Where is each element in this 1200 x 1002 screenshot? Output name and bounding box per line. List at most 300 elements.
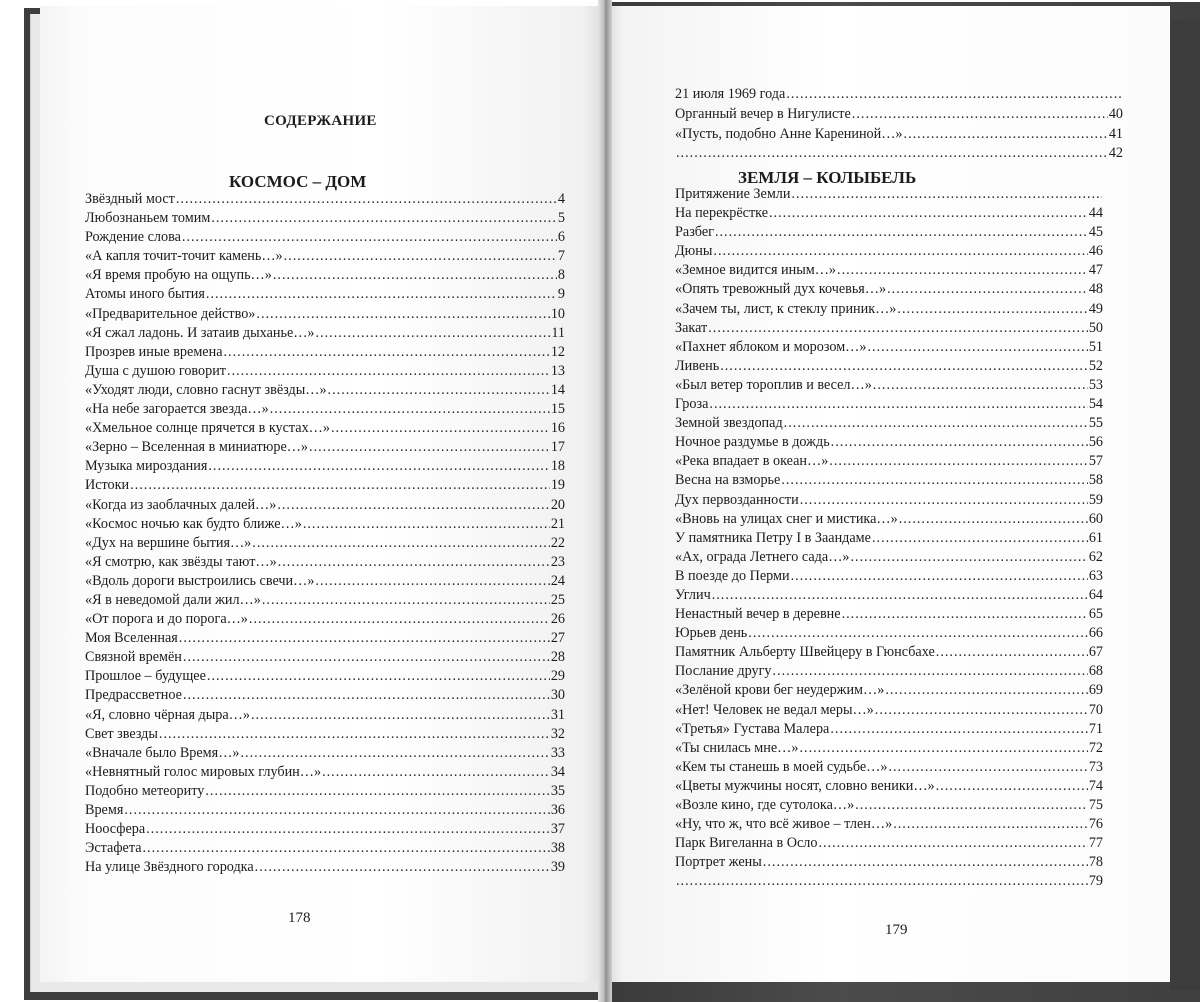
toc-entry-title: «Когда из заоблачных далей…»: [85, 496, 277, 513]
toc-leader-dots: [830, 721, 1087, 738]
toc-entry-page: 51: [1088, 338, 1103, 355]
toc-entry: [675, 126, 1123, 146]
toc-entry: [85, 325, 565, 344]
toc-entry-page: 48: [1088, 281, 1103, 298]
toc-entry-page: 11: [551, 324, 565, 341]
toc-leader-dots: [748, 625, 1088, 642]
toc-entry: [85, 248, 565, 267]
toc-entry: [85, 840, 565, 859]
toc-entry-title: «Третья» Густава Малера: [675, 720, 830, 737]
toc-entry-title: Прозрев иные времена: [85, 343, 223, 360]
toc-leader-dots: [831, 434, 1088, 451]
page-number-right: 179: [885, 922, 908, 938]
toc-entry-page: 63: [1088, 567, 1103, 584]
toc-entry-title: 21 июля 1969 года: [675, 86, 786, 102]
toc-leader-dots: [249, 611, 550, 628]
toc-entry-title: Звёздный мост: [85, 191, 175, 207]
toc-entry-title: «Зелёной крови бег неудержим…»: [675, 682, 885, 699]
toc-entry-page: 73: [1088, 758, 1103, 775]
toc-leader-dots: [713, 243, 1087, 260]
toc-entry-title: «Я время пробую на ощупь…»: [85, 267, 272, 284]
right-page: [605, 6, 1170, 982]
toc-entry-title: «Кем ты станешь в моей судьбе…»: [675, 758, 888, 775]
toc-leader-dots: [872, 530, 1088, 547]
toc-entry: [85, 783, 565, 802]
toc-entry-title: Подобно метеориту: [85, 782, 205, 799]
toc-entry-page: 21: [550, 515, 565, 532]
toc-leader-dots: [709, 396, 1087, 413]
toc-entry-page: 36: [550, 802, 565, 818]
toc-entry: [85, 382, 565, 401]
toc-entry-title: Парк Вигеланна в Осло: [675, 835, 818, 852]
toc-entry-page: 62: [1088, 548, 1103, 565]
toc-entry-page: 32: [550, 725, 565, 742]
toc-entry-page: 37: [550, 821, 565, 838]
toc-entry-title: Послание другу: [675, 663, 772, 680]
toc-entry-page: 71: [1088, 720, 1103, 737]
toc-entry: [85, 210, 565, 229]
toc-entry: [85, 668, 565, 687]
toc-entry-page: 69: [1088, 682, 1103, 699]
toc-entry-title: Юрьев день: [675, 625, 748, 642]
toc-entry: [675, 301, 1103, 320]
toc-entry-title: Любознаньем томим: [85, 210, 211, 227]
toc-entry: [675, 224, 1103, 243]
toc-entry: [85, 649, 565, 668]
toc-leader-dots: [316, 325, 551, 342]
toc-entry: [85, 707, 565, 726]
toc-entry-page: 54: [1088, 396, 1103, 413]
toc-entry-page: 50: [1088, 319, 1103, 336]
toc-entry-title: Прошлое – будущее: [85, 668, 206, 685]
toc-entry-page: 38: [550, 840, 565, 857]
toc-entry: [675, 759, 1103, 778]
toc-entry: [675, 663, 1103, 682]
toc-entry-title: «Предварительное действо»: [85, 305, 256, 322]
toc-entry: [675, 511, 1103, 530]
toc-leader-dots: [799, 740, 1087, 757]
toc-entry: [85, 401, 565, 420]
toc-entry-page: 31: [550, 706, 565, 723]
toc-entry-title: «На небе загорается звезда…»: [85, 401, 269, 418]
toc-leader-dots: [784, 415, 1088, 432]
toc-leader-dots: [211, 210, 557, 227]
toc-leader-dots: [888, 759, 1087, 776]
toc-entry: [675, 721, 1103, 740]
toc-leader-dots: [867, 339, 1087, 356]
toc-entry-page: 15: [550, 401, 565, 418]
toc-entry-title: Душа с душою говорит: [85, 362, 227, 379]
toc-entry: [675, 835, 1103, 854]
toc-entry: [675, 854, 1103, 873]
toc-entry: [675, 434, 1103, 453]
toc-entry: [675, 702, 1103, 721]
toc-leader-dots: [837, 262, 1088, 279]
toc-entry-page: 26: [550, 611, 565, 628]
toc-list-right-top: [675, 86, 1123, 165]
book-edge-right: [1170, 20, 1200, 990]
toc-leader-dots: [146, 821, 550, 838]
toc-entry: [85, 267, 565, 286]
toc-entry-page: 18: [550, 458, 565, 475]
toc-leader-dots: [273, 267, 557, 284]
toc-entry: [85, 745, 565, 764]
toc-leader-dots: [270, 401, 550, 418]
toc-entry-page: 39: [550, 859, 565, 876]
toc-leader-dots: [712, 587, 1088, 604]
toc-entry-page: 9: [557, 286, 565, 303]
toc-entry-title: Рождение слова: [85, 229, 181, 246]
toc-entry-page: 47: [1088, 262, 1103, 279]
toc-entry-page: 14: [550, 381, 565, 398]
toc-leader-dots: [873, 377, 1088, 394]
toc-entry-page: 5: [557, 210, 565, 227]
toc-leader-dots: [176, 191, 557, 208]
toc-entry-page: 57: [1088, 453, 1103, 470]
toc-leader-dots: [205, 783, 549, 800]
toc-entry-title: Истоки: [85, 477, 130, 494]
toc-entry-page: 58: [1088, 472, 1103, 489]
toc-entry-title: Время: [85, 802, 124, 818]
toc-entry-page: 7: [557, 248, 565, 265]
toc-leader-dots: [278, 554, 550, 571]
toc-leader-dots: [252, 535, 550, 552]
toc-leader-dots: [256, 306, 549, 323]
toc-leader-dots: [208, 458, 549, 475]
toc-entry-title: «Зерно – Вселенная в миниатюре…»: [85, 439, 309, 456]
toc-entry-title: На улице Звёздного городка: [85, 859, 254, 876]
toc-entry: [85, 229, 565, 248]
toc-entry-page: 60: [1088, 510, 1103, 527]
toc-entry-page: 24: [550, 572, 565, 589]
toc-entry: [675, 816, 1103, 835]
toc-entry: [675, 530, 1103, 549]
toc-entry: [85, 439, 565, 458]
toc-entry: [675, 644, 1103, 663]
toc-entry-page: 72: [1088, 739, 1103, 756]
toc-entry-title: «Дух на вершине бытия…»: [85, 534, 252, 551]
toc-leader-dots: [182, 229, 557, 246]
toc-leader-dots: [786, 86, 1122, 103]
toc-entry-title: Ливень: [675, 357, 720, 374]
toc-entry-title: «Вновь на улицах снег и мистика…»: [675, 510, 898, 527]
toc-entry-title: На перекрёстке: [675, 205, 768, 222]
toc-entry: [85, 535, 565, 554]
toc-entry-title: «Я смотрю, как звёзды тают…»: [85, 553, 277, 570]
toc-entry-title: «Я сжал ладонь. И затаив дыханье…»: [85, 324, 315, 341]
toc-leader-dots: [309, 439, 550, 456]
toc-entry: [85, 477, 565, 496]
toc-entry-page: 77: [1088, 835, 1103, 852]
toc-entry-page: 4: [557, 191, 565, 207]
toc-entry-page: 44: [1088, 205, 1103, 222]
toc-entry-title: «Вначале было Время…»: [85, 744, 240, 761]
toc-leader-dots: [936, 778, 1088, 795]
toc-entry: [85, 363, 565, 382]
toc-leader-dots: [773, 663, 1088, 680]
toc-leader-dots: [818, 835, 1087, 852]
toc-entry-page: 78: [1088, 854, 1103, 871]
toc-leader-dots: [850, 549, 1087, 566]
toc-entry-page: 59: [1088, 491, 1103, 508]
toc-entry-title: «От порога и до порога…»: [85, 611, 248, 628]
toc-entry-title: Предрассветное: [85, 687, 182, 704]
toc-entry-page: 79: [1088, 873, 1103, 890]
toc-entry-title: «Невнятный голос мировых глубин…»: [85, 763, 322, 780]
toc-entry: [85, 726, 565, 745]
toc-leader-dots: [855, 797, 1088, 814]
toc-entry-page: 49: [1088, 300, 1103, 317]
toc-entry: [85, 687, 565, 706]
toc-entry-title: Связной времён: [85, 649, 182, 666]
toc-entry-title: Земной звездопад: [675, 415, 783, 432]
toc-entry: [85, 592, 565, 611]
toc-leader-dots: [284, 248, 557, 265]
toc-entry-page: 66: [1088, 625, 1103, 642]
toc-leader-dots: [328, 382, 550, 399]
toc-leader-dots: [255, 859, 550, 876]
toc-entry-page: 55: [1088, 415, 1103, 432]
toc-entry-page: 76: [1088, 816, 1103, 833]
toc-leader-dots: [207, 668, 550, 685]
toc-leader-dots: [720, 358, 1088, 375]
toc-entry-title: Ночное раздумье в дождь: [675, 434, 830, 451]
toc-entry: [675, 415, 1103, 434]
toc-leader-dots: [227, 363, 550, 380]
toc-leader-dots: [791, 186, 1102, 203]
toc-leader-dots: [143, 840, 550, 857]
toc-leader-dots: [875, 702, 1088, 719]
toc-entry-page: 33: [550, 744, 565, 761]
toc-entry-title: «Цветы мужчины носят, словно веники…»: [675, 777, 935, 794]
toc-entry-title: У памятника Петру I в Заандаме: [675, 529, 871, 546]
toc-entry: [675, 358, 1103, 377]
toc-entry-title: Эстафета: [85, 840, 142, 857]
toc-entry: [85, 630, 565, 649]
toc-entry: [675, 453, 1103, 472]
left-page: [40, 6, 605, 982]
toc-entry-page: 61: [1088, 529, 1103, 546]
toc-entry-title: В поезде до Перми: [675, 567, 790, 584]
toc-entry-page: 30: [550, 687, 565, 704]
toc-entry-page: 64: [1088, 586, 1103, 603]
toc-entry-page: 25: [550, 591, 565, 608]
toc-entry-title: Моя Вселенная: [85, 630, 178, 647]
book-gutter: [598, 0, 612, 1002]
toc-leader-dots: [887, 281, 1088, 298]
toc-entry: [675, 778, 1103, 797]
toc-entry-title: «Ну, что ж, что всё живое – тлен…»: [675, 816, 893, 833]
toc-entry-page: 45: [1088, 224, 1103, 241]
toc-entry-title: «Космос ночью как будто ближе…»: [85, 515, 302, 532]
toc-entry: [675, 606, 1103, 625]
toc-entry-page: 20: [550, 496, 565, 513]
toc-entry-title: Ненастный вечер в деревне: [675, 606, 841, 623]
toc-leader-dots: [183, 649, 550, 666]
toc-entry: [85, 611, 565, 630]
toc-entry-title: «Земное видится иным…»: [675, 262, 837, 279]
toc-leader-dots: [842, 606, 1088, 623]
toc-entry-title: Притяжение Земли: [675, 186, 791, 202]
toc-leader-dots: [124, 802, 549, 819]
toc-entry-title: Ноосфера: [85, 821, 146, 838]
toc-entry-page: 53: [1088, 376, 1103, 393]
toc-entry: [675, 186, 1103, 205]
toc-entry-title: Органный вечер в Нигулисте: [675, 105, 851, 122]
toc-entry: [675, 320, 1103, 339]
toc-leader-dots: [179, 630, 550, 647]
toc-entry-title: Свет звезды: [85, 725, 158, 742]
toc-leader-dots: [676, 145, 1108, 162]
toc-entry: [675, 492, 1103, 511]
toc-leader-dots: [224, 344, 550, 361]
toc-entry: [85, 191, 565, 210]
toc-entry-page: 12: [550, 343, 565, 360]
toc-leader-dots: [893, 816, 1088, 833]
toc-entry-title: Разбег: [675, 224, 714, 241]
toc-entry-title: Атомы иного бытия: [85, 286, 205, 303]
toc-leader-dots: [159, 726, 550, 743]
toc-entry-page: 10: [550, 305, 565, 322]
toc-entry-page: 29: [550, 668, 565, 685]
toc-leader-dots: [303, 516, 550, 533]
toc-leader-dots: [763, 854, 1088, 871]
toc-leader-dots: [322, 764, 550, 781]
toc-entry: [85, 573, 565, 592]
toc-leader-dots: [897, 301, 1087, 318]
toc-entry: [675, 568, 1103, 587]
toc-entry: [675, 262, 1103, 281]
toc-entry: [85, 764, 565, 783]
toc-entry-page: 56: [1088, 434, 1103, 451]
toc-leader-dots: [852, 106, 1108, 123]
toc-leader-dots: [331, 420, 550, 437]
toc-leader-dots: [936, 644, 1088, 661]
toc-entry-title: Гроза: [675, 396, 709, 413]
toc-entry-page: 19: [550, 477, 565, 494]
toc-entry-page: 27: [550, 630, 565, 647]
toc-leader-dots: [240, 745, 549, 762]
toc-entry: [85, 420, 565, 439]
toc-entry-page: 74: [1088, 777, 1103, 794]
toc-entry-title: Углич: [675, 586, 711, 603]
toc-entry: [85, 859, 565, 878]
toc-entry: [85, 458, 565, 477]
toc-entry-title: «Ты снилась мне…»: [675, 739, 799, 756]
toc-entry-page: 28: [550, 649, 565, 666]
toc-entry: [675, 377, 1103, 396]
toc-entry-page: 40: [1108, 105, 1123, 122]
toc-entry-title: Памятник Альберту Швейцеру в Гюнсбахе: [675, 644, 935, 661]
toc-entry-title: «Я, словно чёрная дыра…»: [85, 706, 250, 723]
toc-leader-dots: [708, 320, 1088, 337]
toc-leader-dots: [277, 497, 549, 514]
toc-leader-dots: [715, 224, 1088, 241]
toc-leader-dots: [904, 126, 1108, 143]
toc-entry-title: «А капля точит-точит камень…»: [85, 248, 283, 265]
toc-entry: [675, 625, 1103, 644]
toc-leader-dots: [262, 592, 550, 609]
toc-leader-dots: [899, 511, 1088, 528]
toc-entry: [85, 821, 565, 840]
toc-leader-dots: [791, 568, 1088, 585]
toc-entry-title: «Нет! Человек не ведал меры…»: [675, 701, 874, 718]
toc-leader-dots: [206, 286, 557, 303]
toc-entry-title: «Я в неведомой дали жил…»: [85, 591, 261, 608]
toc-leader-dots: [130, 477, 550, 494]
toc-entry: [85, 516, 565, 535]
toc-entry: [675, 86, 1123, 106]
toc-leader-dots: [315, 573, 549, 590]
toc-entry-page: 17: [550, 439, 565, 456]
toc-entry: [675, 797, 1103, 816]
toc-entry-page: 42: [1108, 145, 1123, 162]
toc-entry: [675, 472, 1103, 491]
toc-leader-dots: [676, 873, 1088, 890]
toc-entry-title: «Опять тревожный дух кочевья…»: [675, 281, 887, 298]
toc-entry: [675, 243, 1103, 262]
toc-entry: [675, 396, 1103, 415]
toc-entry: [85, 286, 565, 305]
toc-leader-dots: [781, 472, 1087, 489]
toc-entry-title: «Уходят люди, словно гаснут звёзды…»: [85, 381, 327, 398]
toc-entry-page: 23: [550, 553, 565, 570]
toc-leader-dots: [800, 492, 1088, 509]
toc-entry-page: 8: [557, 267, 565, 284]
toc-entry-page: 46: [1088, 243, 1103, 260]
toc-entry-page: 67: [1088, 644, 1103, 661]
toc-leader-dots: [183, 687, 550, 704]
toc-leader-dots: [769, 205, 1088, 222]
toc-entry-page: 65: [1088, 606, 1103, 623]
toc-entry: [675, 339, 1103, 358]
toc-entry-page: 35: [550, 782, 565, 799]
toc-entry: [675, 205, 1103, 224]
toc-entry-title: «Вдоль дороги выстроились свечи…»: [85, 572, 315, 589]
toc-entry: [675, 873, 1103, 892]
section-title-kosmos: КОСМОС – ДОМ: [229, 172, 367, 191]
toc-entry: [675, 145, 1123, 165]
toc-entry: [675, 682, 1103, 701]
toc-entry-title: «Хмельное солнце прячется в кустах…»: [85, 420, 330, 437]
toc-entry: [675, 549, 1103, 568]
toc-entry-page: 68: [1088, 663, 1103, 680]
toc-list-left: [85, 191, 565, 878]
toc-entry-title: «Зачем ты, лист, к стеклу приник…»: [675, 300, 897, 317]
toc-entry-title: Дух первозданности: [675, 491, 799, 508]
toc-entry: [85, 306, 565, 325]
toc-leader-dots: [251, 707, 550, 724]
page-number-left: 178: [288, 910, 311, 926]
toc-entry: [85, 497, 565, 516]
toc-entry: [85, 344, 565, 363]
toc-entry-title: «Возле кино, где сутолока…»: [675, 797, 855, 813]
toc-entry-page: 52: [1088, 357, 1103, 374]
toc-entry: [675, 587, 1103, 606]
toc-entry-page: 13: [550, 362, 565, 379]
toc-entry-title: «Река впадает в океан…»: [675, 453, 829, 470]
toc-entry-title: Портрет жены: [675, 854, 762, 871]
toc-entry-title: Весна на взморье: [675, 472, 781, 489]
toc-leader-dots: [829, 453, 1088, 470]
toc-entry-title: «Ах, ограда Летнего сада…»: [675, 548, 850, 565]
toc-list-right: [675, 186, 1103, 892]
toc-entry: [675, 106, 1123, 126]
toc-entry-title: «Пахнет яблоком и морозом…»: [675, 338, 867, 355]
toc-entry-title: Дюны: [675, 243, 713, 260]
toc-entry-title: Закат: [675, 319, 708, 336]
toc-entry: [85, 802, 565, 821]
